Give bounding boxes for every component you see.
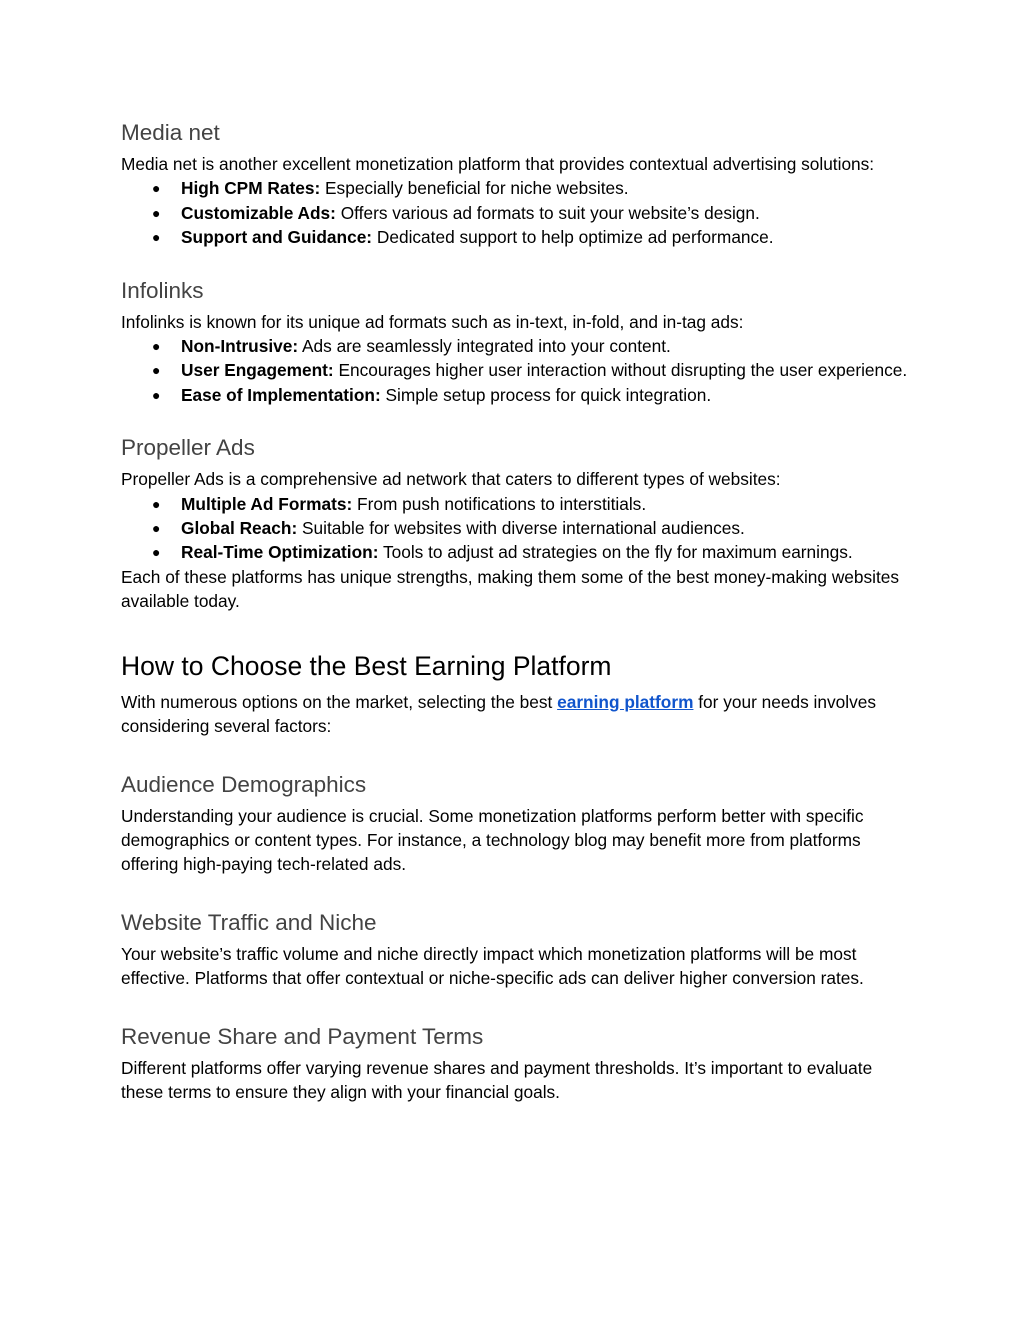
paragraph-propeller-outro: Each of these platforms has unique strengths, making them some of the best money-making websites available today. [121, 566, 900, 612]
section-revenue-share [121, 1022, 914, 1105]
heading-revenue-share: Revenue Share and Payment Terms [121, 1023, 484, 1049]
heading-how-to-choose: How to Choose the Best Earning Platform [121, 650, 612, 681]
bullet-icon: ● [152, 229, 161, 246]
list-item-text: Simple setup process for quick integration. [380, 384, 712, 405]
list-item [121, 383, 914, 407]
paragraph-infolinks-intro: Infolinks is known for its unique ad formats such as in-text, in-fold, and in-tag ads: [121, 311, 744, 332]
list-item-label: High CPM Rates: [181, 178, 321, 199]
bullet-icon: ● [152, 544, 161, 561]
bullet-list-infolinks [121, 334, 914, 407]
heading-propeller-ads: Propeller Ads [121, 435, 255, 461]
list-item-text: Encourages higher user interaction without disrupting the user experience. [333, 360, 908, 381]
bullet-icon: ● [152, 338, 161, 355]
section-audience-demographics [121, 770, 914, 877]
bullet-icon: ● [152, 520, 161, 537]
list-item-label: Global Reach: [181, 518, 298, 539]
section-media-net [121, 118, 914, 250]
list-item-label: Non-Intrusive: [181, 336, 299, 357]
list-item [121, 540, 914, 564]
list-item-text: Offers various ad formats to suit your website’s design. [335, 202, 760, 223]
list-item [121, 225, 914, 249]
list-item-label: Customizable Ads: [181, 202, 336, 223]
list-item-text: Suitable for websites with diverse international audiences. [297, 518, 745, 539]
bullet-icon: ● [152, 495, 161, 512]
list-item [121, 358, 914, 382]
paragraph-choose-intro [121, 690, 914, 739]
paragraph-traffic: Your website’s traffic volume and niche directly impact which monetization platforms will be most effective. Platforms that offer contextual or niche-specific ads can deliver higher conversion rates. [121, 943, 864, 989]
list-item-label: Support and Guidance: [181, 227, 373, 248]
paragraph-propeller-intro: Propeller Ads is a comprehensive ad network that caters to different types of websites: [121, 469, 781, 490]
heading-media-net: Media net [121, 120, 220, 145]
bullet-icon: ● [152, 386, 161, 403]
list-item [121, 334, 914, 358]
paragraph-media-net-intro: Media net is another excellent monetization platform that provides contextual advertising solutions: [121, 154, 875, 174]
list-item [121, 201, 914, 225]
list-item-text: Ads are seamlessly integrated into your content. [298, 336, 671, 357]
choose-intro-before: With numerous options on the market, selecting the best [121, 691, 558, 712]
section-propeller-ads [121, 433, 914, 613]
list-item-label: User Engagement: [181, 360, 334, 381]
section-infolinks [121, 276, 914, 408]
bullet-icon: ● [152, 204, 161, 221]
heading-audience-demographics: Audience Demographics [121, 771, 367, 797]
list-item [121, 516, 914, 540]
section-how-to-choose [121, 649, 914, 739]
choose-intro-after: for your needs involves considering several factors: [121, 691, 876, 737]
bullet-icon: ● [152, 362, 161, 379]
list-item [121, 492, 914, 516]
earning-platform-link[interactable]: earning platform [557, 691, 694, 712]
list-item-text: From push notifications to interstitials. [352, 493, 647, 514]
heading-infolinks: Infolinks [121, 277, 204, 303]
paragraph-audience: Understanding your audience is crucial. Some monetization platforms perform better with specific demographics or content types. For instance, a technology blog may benefit more from platforms offering high-paying tech-related ads. [121, 805, 864, 875]
bullet-list-media-net [121, 176, 914, 249]
heading-website-traffic: Website Traffic and Niche [121, 909, 377, 935]
list-item [121, 176, 914, 200]
list-item-text: Dedicated support to help optimize ad performance. [372, 227, 774, 248]
list-item-label: Multiple Ad Formats: [181, 493, 353, 514]
section-website-traffic [121, 908, 914, 991]
bullet-list-propeller-ads [121, 492, 914, 565]
list-item-label: Ease of Implementation: [181, 384, 381, 405]
list-item-text: Tools to adjust ad strategies on the fly for maximum earnings. [378, 542, 853, 563]
paragraph-revenue: Different platforms offer varying revenue shares and payment thresholds. It’s important to evaluate these terms to ensure they align with your financial goals. [121, 1057, 873, 1102]
bullet-icon: ● [152, 180, 161, 197]
list-item-text: Especially beneficial for niche websites. [320, 178, 629, 199]
list-item-label: Real-Time Optimization: [181, 542, 379, 563]
